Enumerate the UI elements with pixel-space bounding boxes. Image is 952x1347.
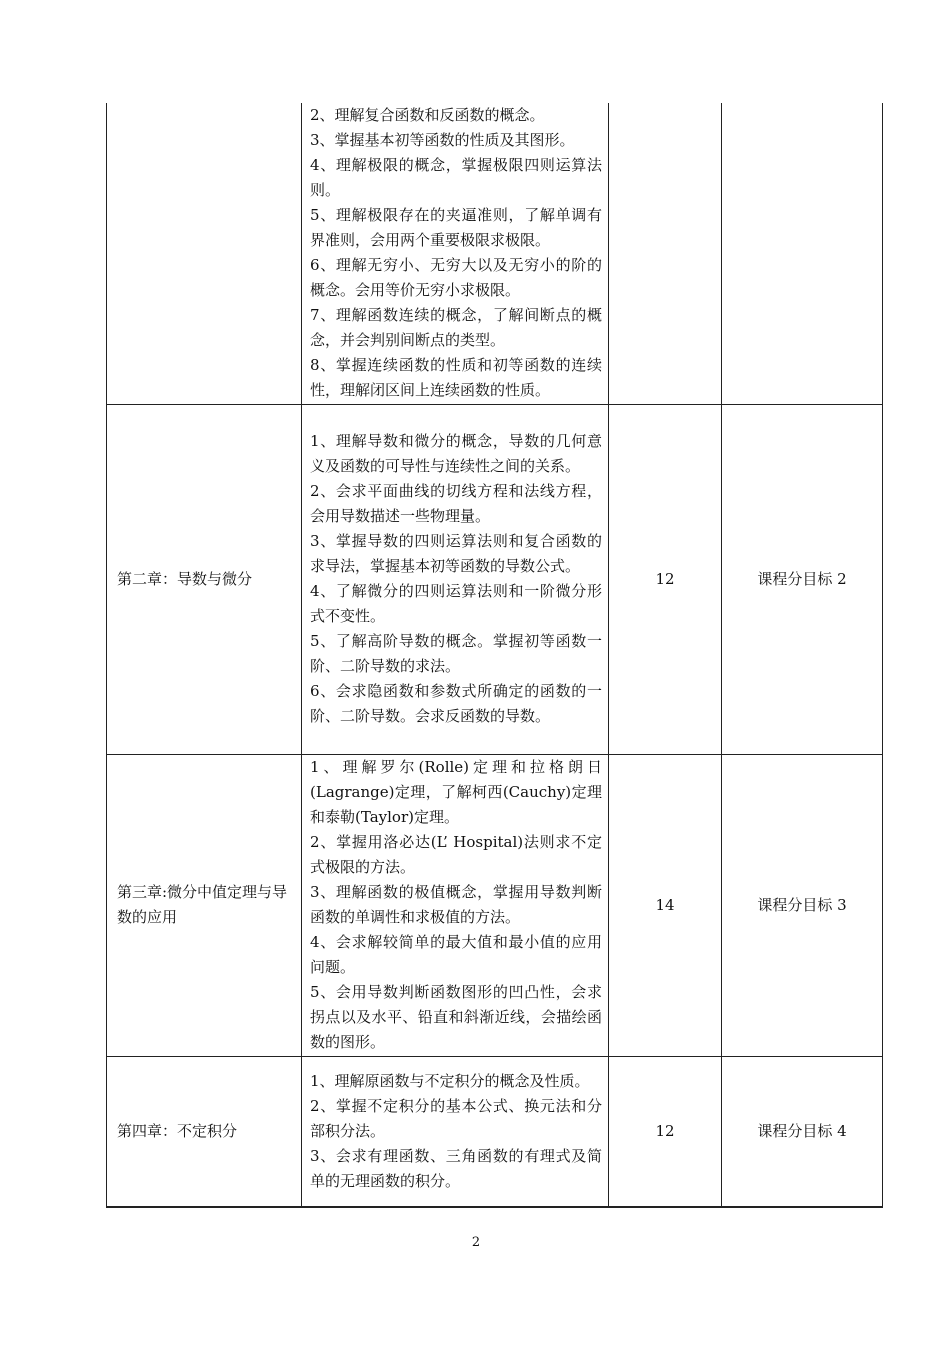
- goal-cell: 课程分目标 4: [722, 1056, 883, 1207]
- table-row-chapter-4: [107, 1056, 883, 1207]
- chapter-cell: 第三章:微分中值定理与导数的应用: [107, 754, 302, 1056]
- content-item: 5、理解极限存在的夹逼准则，了解单调有界准则，会用两个重要极限求极限。: [310, 206, 602, 250]
- goal-cell: 课程分目标 3: [722, 754, 883, 1056]
- hours-cell: 14: [609, 754, 722, 1056]
- chapter-cell: 第二章：导数与微分: [107, 404, 302, 754]
- content-item: 1、理解导数和微分的概念，导数的几何意义及函数的可导性与连续性之间的关系。: [310, 432, 602, 475]
- hours-cell: [609, 103, 722, 404]
- content-cell: [302, 103, 609, 404]
- content-item: 7、理解函数连续的概念，了解间断点的概念，并会判别间断点的类型。: [310, 306, 602, 350]
- table-row-chapter-2: [107, 404, 883, 754]
- goal-cell: [722, 103, 883, 404]
- content-item: 8、掌握连续函数的性质和初等函数的连续性，理解闭区间上连续函数的性质。: [310, 356, 602, 400]
- content-item: 2、会求平面曲线的切线方程和法线方程，会用导数描述一些物理量。: [310, 482, 602, 525]
- content-item: 3、会求有理函数、三角函数的有理式及简单的无理函数的积分。: [310, 1146, 602, 1190]
- chapter-cell: 第四章：不定积分: [107, 1056, 302, 1207]
- hours-cell: 12: [609, 1056, 722, 1207]
- table-row-chapter-3: [107, 754, 883, 1056]
- content-item: 3、理解函数的极值概念，掌握用导数判断函数的单调性和求极值的方法。: [310, 883, 602, 926]
- content-item: 4、理解极限的概念，掌握极限四则运算法则。: [310, 156, 602, 200]
- content-item: 2、掌握不定积分的基本公式、换元法和分部积分法。: [310, 1096, 602, 1140]
- content-item: 5、会用导数判断函数图形的凹凸性，会求拐点以及水平、铅直和斜渐近线，会描绘函数的图形。: [310, 983, 602, 1051]
- content-item: 2、掌握用洛必达(L’ Hospital)法则求不定式极限的方法。: [310, 833, 602, 876]
- page-number: 2: [471, 1235, 481, 1250]
- content-item: 1、理解原函数与不定积分的概念及性质。: [310, 1071, 590, 1090]
- content-item: 4、了解微分的四则运算法则和一阶微分形式不变性。: [310, 582, 602, 625]
- content-cell: [302, 404, 609, 754]
- chapter-cell: [107, 103, 302, 404]
- content-item: 2、理解复合函数和反函数的概念。: [310, 106, 545, 125]
- content-cell: [302, 1056, 609, 1207]
- content-item: 3、掌握基本初等函数的性质及其图形。: [310, 131, 575, 150]
- content-item: 3、掌握导数的四则运算法则和复合函数的求导法，掌握基本初等函数的导数公式。: [310, 532, 602, 575]
- content-cell: [302, 754, 609, 1056]
- content-item: 6、理解无穷小、无穷大以及无穷小的阶的概念。会用等价无穷小求极限。: [310, 256, 602, 300]
- syllabus-table: [106, 103, 883, 1208]
- content-item: 6、会求隐函数和参数式所确定的函数的一阶、二阶导数。会求反函数的导数。: [310, 682, 602, 725]
- content-item: 1、理解罗尔(Rolle)定理和拉格朗日(Lagrange)定理，了解柯西(Cauchy)定理和泰勒(Taylor)定理。: [310, 758, 602, 826]
- goal-cell: 课程分目标 2: [722, 404, 883, 754]
- content-item: 4、会求解较简单的最大值和最小值的应用问题。: [310, 933, 602, 976]
- content-item: 5、了解高阶导数的概念。掌握初等函数一阶、二阶导数的求法。: [310, 632, 602, 675]
- hours-cell: 12: [609, 404, 722, 754]
- table-row-chapter-1-continued: [107, 103, 883, 404]
